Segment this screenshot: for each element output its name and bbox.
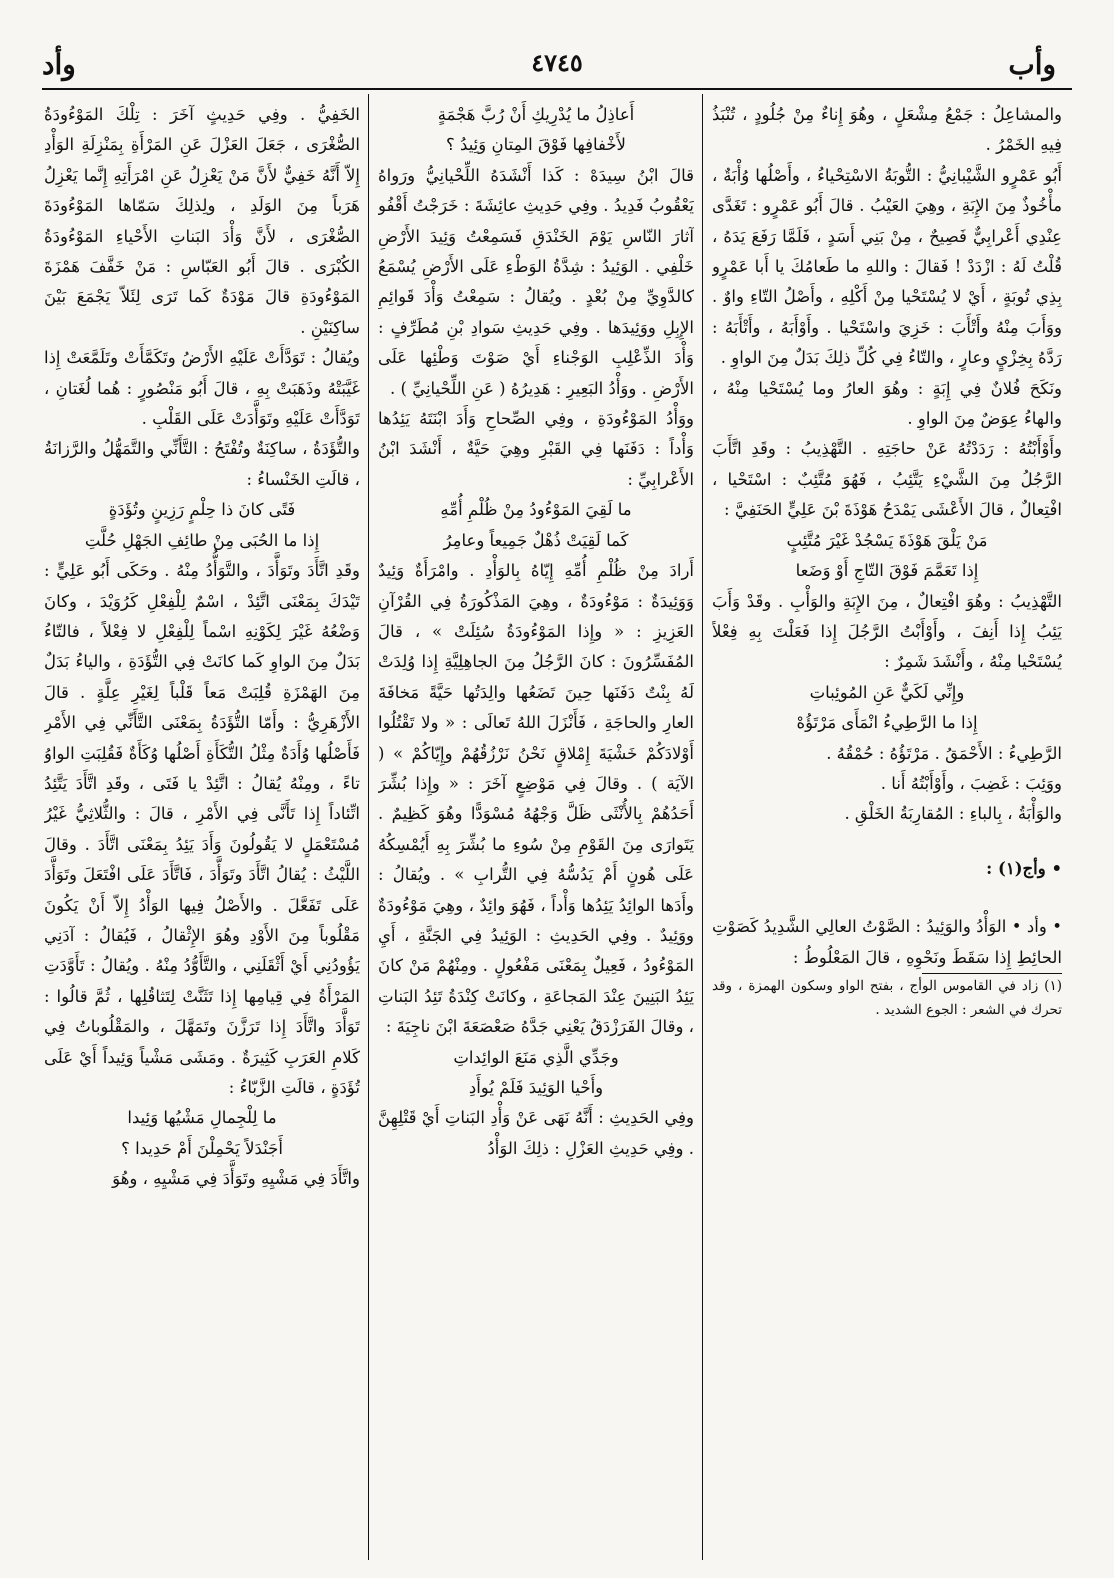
column-right [712,100,1062,1560]
paragraph: أَبُو عَمْرٍو الشَّيْبانِيُّ : التُّوبَةُ الاسْتِحْياءُ ، وأَصْلُها وُأْبَةٌ ، مأْخُوذٌ مِنَ الإِبَةِ ، وهِيَ العَيْبُ . قالَ أَبُو عَمْرٍو : تَغَدَّى عِنْدِي أَعْرابِيٌّ فَصِيحٌ ، مِنْ بَنِي أَسَدٍ ، فَلَمَّا رَفَعَ يَدَهُ ، قُلْتُ لَهُ : ازْدَدْ ! فَقالَ : واللهِ ما طَعامُكَ يا أَبا عَمْرٍو بِذِي تُوبَةٍ ، أَيْ لا يُسْتَحْيا مِنْ أَكْلِهِ ، وأَصْلُ التّاءِ واوٌ . ووَأَبَ مِنْهُ وأَتْأَبَ : خَزِيَ واسْتَحْيا . وأَوْأَبَهُ ، وأَتْأَبَهُ : رَدَّهُ بِخِزْيٍ وعارٍ ، والتّاءُ فِي كُلِّ ذلِكَ بَدَلٌ مِنَ الواوِ . [712,165,1062,368]
paragraph: والمشاعِلُ : جَمْعُ مِشْعَلٍ ، وهُوَ إِناءٌ مِنْ جُلُودٍ ، تُنْبَذُ فِيهِ الخَمْرُ . [712,105,1062,155]
paragraph: ويُقالُ : تَوَدَّأَتْ عَلَيْهِ الأَرْضُ وتَكَمَّأَتْ وتَلَمَّعَتْ إِذا غَيَّبَتْهُ وذَهَبَتْ بِهِ ، قالَ أَبُو مَنْصُورٍ : هُما لُغَتانِ ، تَوَدَّأَتْ عَلَيْهِ وتَوَأَّدَتْ عَلَى القَلْبِ . [44,348,360,429]
column-middle [378,100,694,1560]
page-number: ٤٧٤٥ [531,48,583,77]
verse-line: أَعاذِلُ ما يُدْرِيكِ أَنْ رُبَّ هَجْمَةٍ [437,105,635,124]
verse-line: مَنْ يَلْقَ هَوْذَةَ يَسْجُدْ غَيْرَ مُتَّئِبٍ [786,530,988,550]
column-divider-left [368,94,369,1560]
paragraph: والتُّؤَدَةُ ، ساكِنَةٌ وتُفْتَحُ : التَّأَنِّي والتَّمَهُّلُ والرَّزانَةُ ، قالَتِ الخَنْساءُ : [44,439,360,489]
paragraph: الرَّطِيءُ : الأَحْمَقُ . مَرْتَؤُهُ : حُمْقُهُ . [826,743,1062,763]
paragraph: أَرادَ مِنْ ظُلْمِ أُمِّهِ إِيّاهُ بِالوَأْدِ . وامْرَأَةٌ وَئِيدٌ وَوَئِيدَةٌ : مَوْءُودَةٌ ، وهِيَ المَذْكُورَةُ فِي القُرْآنِ العَزِيزِ : « وإِذا المَوْءُودَةُ سُئِلَتْ » ، قالَ المُفَسِّرُونَ : كانَ الرَّجُلُ مِنَ الجاهِلِيَّةِ إِذا وُلِدَتْ لَهُ بِنْتٌ دَفَنَها حِينَ تَضَعُها والِدَتُها حَيَّةً مَخافَةَ العارِ والحاجَةِ ، فَأَنْزَلَ اللهُ تَعالَى : « ولا تَقْتُلُوا أَوْلادَكُمْ خَشْيَةَ إِمْلاقٍ نَحْنُ نَرْزُقُهُمْ وإِيّاكُمْ » ( الآيَة ) . وقالَ فِي مَوْضِعٍ آخَرَ : « وإِذا بُشِّرَ أَحَدُهُمْ بِالأُنْثَى ظَلَّ وَجْهُهُ مُسْوَدًّا وهُوَ كَظِيمٌ . يَتَوارَى مِنَ القَوْمِ مِنْ سُوءِ ما بُشِّرَ بِهِ أَيُمْسِكُهُ عَلَى هُونٍ أَمْ يَدُسُّهُ فِي التُّرابِ » . ويُقالُ : وأَدَها الوائِدُ يَئِدُها وَأْداً ، فَهُوَ وائِدٌ ، وهِيَ مَوْءُودَةٌ ووَئِيدٌ . وفِي الحَدِيثِ : الوَئِيدُ فِي الجَنَّةِ ، أَيِ المَوْءُودُ ، فَعِيلٌ بِمَعْنَى مَفْعُولٍ . ومِنْهُمْ مَنْ كانَ يَئِدُ البَنِينَ عِنْدَ المَجاعَةِ ، وكانَتْ كِنْدَةُ تَئِدُ البَناتِ ، وقالَ الفَرَزْدَقُ يَعْنِي جَدَّهُ صَعْصَعَةَ ابْنَ ناجِيَةَ : [378,561,694,1037]
entry-heading-waj: • وأج(١) : [986,858,1062,878]
verse-line: لأَخْفافِها فَوْقَ المِتانِ وَئِيدُ ؟ [446,135,626,155]
entry-waad-start: • وأد • الوَأْدُ والوَئِيدُ : الصَّوْتُ العالِي الشَّدِيدُ كَصَوْتِ الحائِطِ إِذا سَقَطَ ونَحْوِهِ ، قالَ المَعْلُوطُ : [712,917,1062,967]
paragraph: ووَئِبَ : غَضِبَ ، وأَوْأَبْتُهُ أَنا . [880,773,1062,793]
paragraph: واتَّأَدَ فِي مَشْيِهِ وتَوَأَّدَ فِي مَشْيِهِ ، وهُوَ [112,1169,360,1189]
header-root-word-left: وأد [42,48,76,81]
column-left [44,100,360,1560]
verse-line: إِذا تَعَمَّمَ فَوْقَ التّاجِ أَوْ وَضَعا [795,561,979,581]
verse-line: أَجَنْدَلاً يَحْمِلْنَ أَمْ حَدِيدا ؟ [121,1138,283,1158]
verse-line: وأَحْيا الوَئِيدَ فَلَمْ يُوأَدِ [468,1078,604,1097]
paragraph: والوَأْبَةُ ، بِالباءِ : المُقارِبَةُ الخَلْقِ . [844,804,1062,824]
footnote: (١) زاد في القاموس الوأج ، بفتح الواو وسكون الهمزة ، وقد تحرك في الشعر : الجوع الشديد . [712,977,1062,1018]
verse-line: ما لَقِيَ المَوْءُودُ مِنْ ظُلْمِ أُمِّهِ [440,500,632,520]
header-rule [42,88,1072,90]
paragraph: وفِي الحَدِيثِ : أَنَّهُ نَهَى عَنْ وَأْدِ البَناتِ أَيْ قَتْلِهِنَّ . وفِي حَدِيثِ العَزْلِ : ذلِكَ الوَأْدُ [378,1108,694,1158]
verse-line: كَما لَقِيَتْ ذُهْلٌ جَمِيعاً وعامِرُ [443,530,629,550]
paragraph: قالَ ابْنُ سِيدَهْ : كَذا أَنْشَدَهُ اللِّحْيانِيُّ ورَواهُ يَعْقُوبُ فَدِيدُ . وفِي حَدِيثِ عائِشَةَ : خَرَجْتُ أَقْفُو آثارَ النّاسِ يَوْمَ الخَنْدَقِ فَسَمِعْتُ وَئِيدَ الأَرْضِ خَلْفِي . الوَئِيدُ : شِدَّةُ الوَطْءِ عَلَى الأَرْضِ يُسْمَعُ كالدَّوِيِّ مِنْ بُعْدٍ . ويُقالُ : سَمِعْتُ وَأْدَ قَوائِمِ الإِبِلِ ووَئِيدَها . وفِي حَدِيثِ سَوادِ بْنِ مُطَرِّفٍ : وَأْدَ الذِّعْلِبِ الوَجْناءِ أَيْ صَوْتَ وَطْئِها عَلَى الأَرْضِ . ووَأْدُ البَعِيرِ : هَدِيرُهُ ( عَنِ اللِّحْيانِيِّ ) . [378,165,694,398]
verse-line: فَتًى كانَ ذا حِلْمٍ رَزِينٍ وتُؤَدَةٍ [108,500,296,520]
paragraph: التَّهْذِيبُ : وهُوَ افْتِعالٌ ، مِنَ الإِبَةِ والوَأْبِ . وقَدْ وَأَبَ يَئِبُ إِذا أَنِفَ ، وأَوْأَبْتُ الرَّجُلَ إِذا فَعَلْتَ بِهِ فِعْلاً يُسْتَحْيا مِنْهُ ، وأَنْشَدَ شَمِرٌ : [712,591,1062,672]
verse-line: إِذا ما الرَّطِيءُ انْمَأَى مَرْتَؤُهْ [796,713,978,733]
paragraph: وأَوْأَبْتُهُ : رَدَدْتُهُ عَنْ حاجَتِهِ . التَّهْذِيبُ : وقَدِ اتَّأَبَ الرَّجُلُ مِنَ الشَّيْءِ يَتَّئِبُ ، فَهُوَ مُتَّئِبٌ : اسْتَحْيا ، افْتِعالٌ ، قالَ الأَعْشَى يَمْدَحُ هَوْذَةَ بْنَ عَلِيٍّ الحَنَفِيَّ : [712,439,1062,520]
paragraph: الخَفِيُّ . وفِي حَدِيثٍ آخَرَ : تِلْكَ المَوْءُودَةُ الصُّغْرَى ، جَعَلَ العَزْلَ عَنِ المَرْأَةِ بِمَنْزِلَةِ الوَأْدِ إِلاّ أَنَّهُ خَفِيٌّ لأَنَّ مَنْ يَعْزِلُ عَنِ امْرَأَتِهِ إِنَّما يَعْزِلُ هَرَباً مِنَ الوَلَدِ ، ولِذلِكَ سَمّاها المَوْءُودَةَ الصُّغْرَى ، لأَنَّ وَأْدَ البَناتِ الأَحْياءِ المَوْءُودَةُ الكُبْرَى . قالَ أَبُو العَبّاسِ : مَنْ خَفَّفَ هَمْزَةَ المَوْءُودَةِ قالَ مَوْدَةٌ كَما تَرَى لِئَلاّ يَجْمَعَ بَيْنَ ساكِنَيْنِ . [44,105,360,337]
column-divider-right [702,94,703,1560]
header-root-word-right: وأب [1008,48,1056,81]
verse-line: وجَدِّي الَّذِي مَنَعَ الوائِداتِ [453,1047,619,1067]
paragraph: وقَدِ اتَّأَدَ وتَوَأَّدَ ، والتَّوَأُّدُ مِنْهُ . وحَكَى أَبُو عَلِيٍّ : تَيْدَكَ بِمَعْنَى اتَّئِدْ ، اسْمٌ لِلْفِعْلِ كَرُوَيْدَ ، وكانَ وَضْعُهُ غَيْرَ لِكَوْنِهِ اسْماً لِلْفِعْلِ لا فِعْلاً ، فالتّاءُ بَدَلٌ مِنَ الواوِ كَما كانَتْ فِي التُّؤَدَةِ ، والياءُ بَدَلٌ مِنَ الهَمْزَةِ قُلِبَتْ مَعاً قَلْباً لِغَيْرِ عِلَّةٍ . قالَ الأَزْهَرِيُّ : وأَمّا التُّؤَدَةُ بِمَعْنَى التَّأَنِّي فِي الأَمْرِ فَأَصْلُها وُأَدَةٌ مِثْلُ التُّكَأَةِ أَصْلُها وُكَأَةٌ فَقُلِبَتِ الواوُ تاءً ، ومِنْهُ يُقالُ : اتَّئِدْ يا فَتَى ، وقَدِ اتَّأَدَ يَتَّئِدُ اتِّئاداً إِذا تَأَنَّى فِي الأَمْرِ ، قالَ : والثُّلاثِيُّ غَيْرُ مُسْتَعْمَلٍ لا يَقُولُونَ وَأَدَ يَئِدُ بِمَعْنَى اتَّأَدَ . وقالَ اللَّيْثُ : يُقالُ اتَّأَدَ وتَوَأَّدَ ، فَاتَّأَدَ عَلَى افْتَعَلَ وتَوَأَّدَ عَلَى تَفَعَّلَ . والأَصْلُ فِيها الوَأْدُ إِلاّ أَنْ يَكُونَ مَقْلُوباً مِنَ الأَوْدِ وهُوَ الإِثْقالُ ، فَيُقالُ : آدَنِي يَؤُودُنِي أَيْ أَثْقَلَنِي ، والتَّأَوُّدُ مِنْهُ . ويُقالُ : تَأَوَّدَتِ المَرْأَةُ فِي قِيامِها إِذا تَثَنَّتْ لِتَثاقُلِها ، ثُمَّ قالُوا : تَوَأَّدَ واتَّأَدَ إِذا تَرَزَّنَ وتَمَهَّلَ ، والمَقْلُوباتُ فِي كَلامِ العَرَبِ كَثِيرَةٌ . ومَشَى مَشْياً وَئِيداً أَيْ عَلَى تُؤَدَةٍ ، قالَتِ الزَّبّاءُ : [44,561,360,1097]
verse-line: ما لِلْجِمالِ مَشْيُها وَئِيدا [127,1108,277,1128]
verse-line: وإِنِّي لَكَيٌّ عَنِ المُوئِباتِ [809,682,965,702]
verse-line: إِذا ما الحُبَى مِنْ طائِفِ الجَهْلِ حُلَّتِ [84,530,320,550]
paragraph: ونَكَحَ فُلانٌ فِي إِبَةٍ : وهُوَ العارُ وما يُسْتَحْيا مِنْهُ ، والهاءُ عِوَضٌ مِنَ الواوِ . [712,378,1062,429]
paragraph: ووَأْدُ المَوْءُودَةِ ، وفِي الصِّحاحِ وَأَدَ ابْنَتَهُ يَئِدُها وَأْداً : دَفَنَها فِي القَبْرِ وهِيَ حَيَّةٌ ، أَنْشَدَ ابْنُ الأَعْرابِيِّ : [378,409,694,489]
